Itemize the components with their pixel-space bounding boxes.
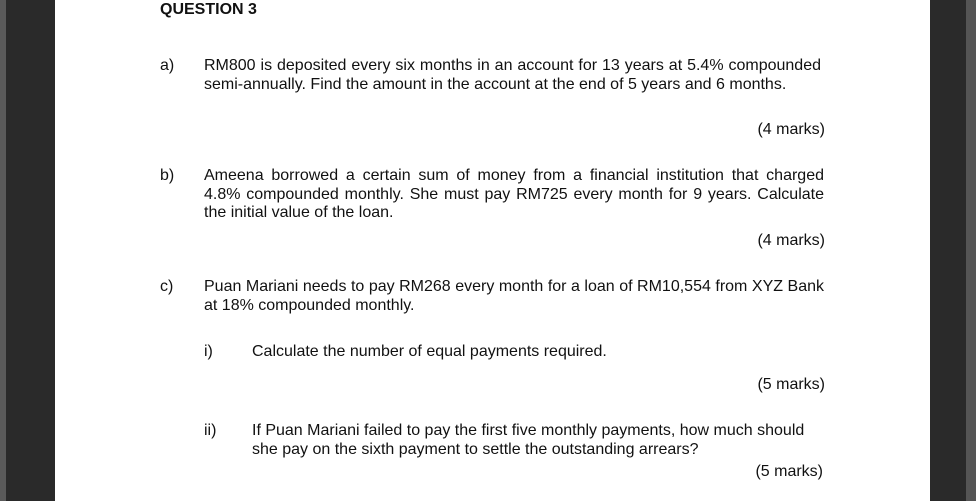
question-c-i-marks: (5 marks) <box>757 376 825 393</box>
question-a-marks: (4 marks) <box>757 121 825 138</box>
question-b-text: Ameena borrowed a certain sum of money from a financial institution that charged 4.8% compounded monthly. She must pay RM725 every month for 9 years. Calculate the initial value of the loan. <box>204 167 824 221</box>
question-c-i-text: Calculate the number of equal payments required. <box>252 343 607 360</box>
right-viewer-margin <box>930 0 976 501</box>
document-page <box>55 0 930 501</box>
question-c-text: Puan Mariani needs to pay RM268 every month for a loan of RM10,554 from XYZ Bank at 18% compounded monthly. <box>204 278 824 314</box>
question-b-label: b) <box>160 167 175 184</box>
question-c-ii-label: ii) <box>204 422 217 439</box>
question-c-ii-marks: (5 marks) <box>755 463 823 480</box>
left-viewer-margin <box>0 0 55 501</box>
right-scroll-edge <box>966 0 976 501</box>
page-title: QUESTION 3 <box>160 1 257 18</box>
question-a-label: a) <box>160 57 175 74</box>
question-c-ii-text: If Puan Mariani failed to pay the first five monthly payments, how much should she pay on the sixth payment to settle the outstanding arrears? <box>252 422 805 458</box>
question-a-text: RM800 is deposited every six months in an account for 13 years at 5.4% compounded semi-annually. Find the amount in the account at the end of 5 years and 6 months. <box>204 57 821 93</box>
question-c-i-label: i) <box>204 343 213 360</box>
question-b-marks: (4 marks) <box>757 232 825 249</box>
question-c-label: c) <box>160 278 174 295</box>
left-scroll-edge <box>0 0 6 501</box>
